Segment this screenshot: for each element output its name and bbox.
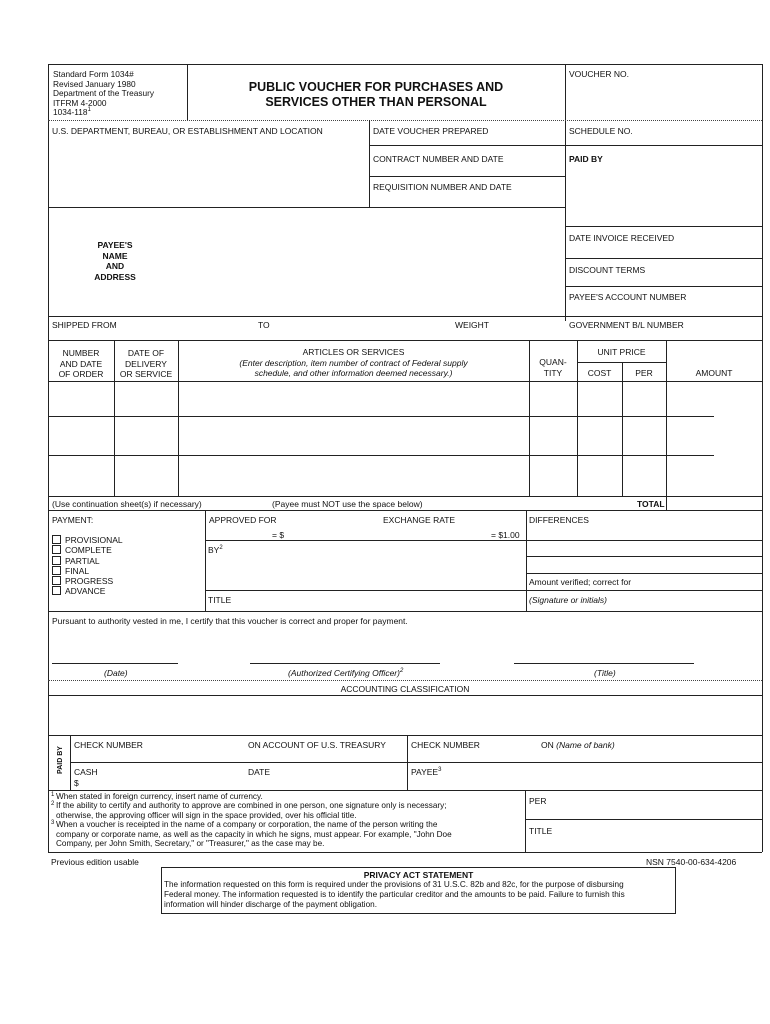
form-revision: Revised January 1980 — [53, 78, 136, 89]
payee-label-line: PAYEE'S — [97, 240, 133, 250]
schedule-no-field[interactable] — [566, 136, 761, 144]
payment-option-label: COMPLETE — [65, 545, 112, 556]
col-header-unit-price: UNIT PRICE — [597, 347, 646, 357]
payee-name-address-label — [80, 240, 150, 282]
by-footnote: 2 — [219, 545, 223, 552]
signature-initials-label: (Signature or initials) — [529, 595, 607, 605]
col-header-line: NUMBER — [62, 348, 100, 358]
receipt-title-label: TITLE — [529, 826, 553, 836]
payee-restriction-note: (Payee must NOT use the space below) — [272, 499, 423, 509]
payment-option-final[interactable] — [52, 566, 123, 576]
paid-by-field[interactable] — [566, 165, 761, 225]
privacy-act-title: PRIVACY ACT STATEMENT — [363, 870, 474, 880]
by-label — [208, 545, 223, 555]
footnote-2: 2 If the ability to certify and authority to approve are combined in one person, one signature only is necessary; otherwise, the approving officer will sign in the space provided, over his official title. — [51, 801, 523, 820]
certification-statement: Pursuant to authority vested in me, I certify that this voucher is correct and proper for payment. — [52, 616, 408, 626]
footnote-1: 1 When stated in foreign currency, insert name of currency. — [51, 792, 523, 801]
cash-text: CASH — [74, 767, 98, 777]
form-identification — [53, 70, 154, 118]
col-header-amount: AMOUNT — [695, 368, 733, 378]
certifying-officer-signature-field[interactable] — [250, 640, 440, 662]
payee-receipt-field[interactable] — [445, 764, 761, 788]
certifying-officer-text: (Authorized Certifying Officer) — [288, 668, 400, 678]
col-header-line: ARTICLES OR SERVICES — [302, 347, 405, 357]
certifying-officer-footnote: 2 — [399, 668, 404, 675]
check-number-label: CHECK NUMBER — [74, 740, 143, 750]
on-bank-prefix: ON — [541, 740, 554, 750]
total-field[interactable] — [667, 497, 761, 509]
amount-verified-label: Amount verified; correct for — [529, 577, 632, 587]
approved-for-label: APPROVED FOR — [209, 515, 277, 525]
table-row[interactable] — [49, 417, 761, 454]
col-header-articles-or-services — [178, 347, 529, 379]
payment-option-provisional[interactable] — [52, 535, 123, 545]
bank-check-field[interactable] — [408, 751, 761, 761]
previous-edition-note: Previous edition usable — [51, 857, 139, 867]
shipped-from-field[interactable] — [110, 318, 250, 339]
form-itfrm: ITFRM 4-2000 — [53, 97, 107, 108]
form-title-line-2: SERVICES OTHER THAN PERSONAL — [265, 95, 487, 109]
certify-title-label: (Title) — [594, 668, 616, 678]
continuation-note: (Use continuation sheet(s) if necessary) — [52, 499, 202, 509]
check-number-field[interactable] — [71, 751, 406, 761]
col-header-cost: COST — [587, 368, 612, 378]
col-header-line: TITY — [543, 367, 563, 378]
checkbox-icon[interactable] — [52, 586, 61, 595]
payment-option-label: PROGRESS — [65, 576, 114, 587]
payment-option-label: PARTIAL — [65, 555, 100, 566]
approved-for-value[interactable]: = $ — [272, 530, 285, 540]
payment-option-complete[interactable] — [52, 545, 123, 555]
footnote-line: If the ability to certify and authority to approve are combined in one person, one signature only is necessary; — [56, 801, 447, 811]
total-label: TOTAL — [637, 499, 665, 509]
privacy-line: information will hinder discharge of the payment obligation. — [164, 900, 377, 909]
footnotes — [51, 792, 523, 848]
certifying-officer-label — [288, 668, 403, 678]
voucher-no-label: VOUCHER NO. — [569, 69, 629, 79]
discount-terms-label: DISCOUNT TERMS — [569, 265, 646, 275]
check-number-2-label: CHECK NUMBER — [411, 740, 480, 750]
privacy-line: Federal money. The information requested is to identify the particular creditor and the amounts to be paid. Failure to furnish this — [164, 890, 625, 899]
form-title-line-1: PUBLIC VOUCHER FOR PURCHASES AND — [248, 80, 504, 94]
table-row[interactable] — [49, 456, 761, 495]
col-header-line: AND DATE — [59, 358, 103, 369]
per-field[interactable] — [546, 793, 761, 818]
differences-label: DIFFERENCES — [529, 515, 589, 525]
discount-terms-field[interactable] — [566, 276, 761, 285]
payee-receipt-text: PAYEE — [411, 767, 439, 777]
on-bank-name: (Name of bank) — [556, 740, 615, 750]
accounting-classification-field[interactable] — [49, 696, 761, 734]
on-account-label: ON ACCOUNT OF U.S. TREASURY — [248, 740, 386, 750]
payee-label-line: NAME — [102, 250, 128, 261]
weight-field[interactable] — [490, 318, 564, 339]
paid-by-side-label: PAID BY — [57, 746, 64, 774]
payment-option-label: ADVANCE — [65, 586, 106, 597]
form-department: Department of the Treasury — [53, 88, 154, 99]
payee-account-number-field[interactable] — [566, 303, 761, 315]
footnote-line: otherwise, the approving officer will sign in the space provided, over his official title. — [56, 810, 357, 820]
payment-options — [52, 535, 123, 597]
footnote-3: 3 When a voucher is receipted in the name of a company or corporation, the name of the person writing the company or corporate name, as well as the capacity in which he signs, must appear. For example, "John Doe Company, per John Smith, Secretary," or "Treasurer," as the case may be. — [51, 820, 523, 848]
on-bank-label — [541, 740, 615, 750]
to-field[interactable] — [272, 318, 452, 339]
voucher-no-field[interactable] — [566, 80, 761, 119]
payment-option-label: PROVISIONAL — [65, 535, 123, 545]
checkbox-icon[interactable] — [52, 535, 61, 544]
exchange-rate-label: EXCHANGE RATE — [383, 515, 456, 525]
to-label: TO — [258, 320, 270, 330]
paid-date-field[interactable] — [275, 764, 405, 788]
payee-name-address-field[interactable] — [160, 209, 564, 315]
payment-option-label: FINAL — [65, 565, 90, 576]
col-header-note: schedule, and other information deemed necessary.) — [254, 368, 453, 378]
col-header-note: (Enter description, item number of contract of Federal supply — [239, 357, 468, 368]
form-title — [187, 80, 565, 110]
payment-label: PAYMENT: — [52, 515, 94, 525]
col-header-line: QUAN- — [539, 357, 567, 367]
payment-option-progress[interactable] — [52, 576, 123, 586]
paid-date-label: DATE — [248, 767, 271, 777]
government-bl-number-label: GOVERNMENT B/L NUMBER — [569, 320, 684, 330]
privacy-line: The information requested on this form is required under the provisions of 31 U.S.C. 82b and 82c, for the purpose of disbursing — [164, 880, 624, 889]
payee-receipt-footnote: 3 — [438, 767, 442, 774]
col-header-line: OR SERVICE — [119, 369, 173, 379]
table-row[interactable] — [49, 382, 761, 415]
date-invoice-received-field[interactable] — [566, 244, 761, 257]
schedule-no-label: SCHEDULE NO. — [569, 126, 633, 136]
exchange-rate-value[interactable]: = $1.00 — [491, 530, 520, 540]
form-code: 1034-118 — [53, 107, 88, 118]
privacy-act-body — [162, 880, 675, 910]
certifying-officer-title-field[interactable] — [514, 640, 694, 662]
col-header-date-of-delivery — [114, 348, 178, 380]
shipped-from-label: SHIPPED FROM — [52, 320, 117, 330]
col-header-number-and-date — [48, 348, 114, 380]
approver-signature-field[interactable] — [230, 543, 524, 588]
requisition-label: REQUISITION NUMBER AND DATE — [373, 182, 512, 192]
nsn-number: NSN 7540-00-634-4206 — [646, 857, 737, 867]
footnote-line: When stated in foreign currency, insert name of currency. — [56, 792, 263, 801]
cash-dollar-sign: $ — [74, 777, 79, 788]
date-voucher-prepared-label: DATE VOUCHER PREPARED — [373, 126, 489, 136]
footnote-line: company or corporate name, as well as the capacity in which he signs, must appear. For example, "John Doe — [56, 829, 452, 839]
payee-label-line: AND — [105, 261, 125, 271]
date-voucher-prepared-field[interactable] — [370, 136, 564, 144]
by-text: BY — [208, 545, 220, 555]
checkbox-icon[interactable] — [52, 566, 61, 575]
department-label: U.S. DEPARTMENT, BUREAU, OR ESTABLISHMENT AND LOCATION — [52, 126, 323, 136]
contract-number-field[interactable] — [370, 165, 564, 175]
payment-option-partial[interactable] — [52, 556, 123, 566]
paid-by-label: PAID BY — [569, 154, 603, 164]
department-field[interactable] — [49, 137, 368, 206]
approver-title-field[interactable] — [235, 592, 524, 609]
requisition-field[interactable] — [370, 193, 564, 206]
accounting-classification-label: ACCOUNTING CLASSIFICATION — [340, 684, 470, 694]
col-header-line: OF ORDER — [58, 369, 104, 379]
checkbox-icon[interactable] — [52, 556, 61, 565]
payment-option-advance[interactable] — [52, 586, 123, 596]
payee-receipt-label — [411, 767, 441, 777]
approver-title-label: TITLE — [208, 595, 232, 605]
col-header-line: DELIVERY — [125, 358, 167, 369]
footnote-line: When a voucher is receipted in the name of a company or corporation, the name of the person writing the — [56, 820, 438, 830]
form-number: Standard Form 1034# — [53, 69, 134, 79]
col-header-quantity — [529, 357, 577, 378]
payee-label-line: ADDRESS — [94, 271, 136, 282]
checkbox-icon[interactable] — [52, 545, 61, 554]
checkbox-icon[interactable] — [52, 576, 61, 585]
certify-date-field[interactable] — [52, 640, 178, 662]
per-label: PER — [529, 796, 547, 806]
col-header-per: PER — [635, 368, 653, 378]
col-header-line: DATE OF — [127, 348, 165, 358]
date-invoice-received-label: DATE INVOICE RECEIVED — [569, 233, 675, 243]
footnote-line: Company, per John Smith, Secretary," or "Treasurer," as the case may be. — [56, 839, 325, 849]
privacy-act-statement — [161, 867, 676, 914]
receipt-title-field[interactable] — [552, 821, 761, 851]
payee-account-number-label: PAYEE'S ACCOUNT NUMBER — [569, 292, 687, 302]
certify-date-label: (Date) — [104, 668, 128, 678]
form-code-footnote: 1 — [87, 107, 91, 114]
cash-label — [74, 767, 98, 788]
contract-number-label: CONTRACT NUMBER AND DATE — [373, 154, 504, 164]
weight-label: WEIGHT — [455, 320, 489, 330]
